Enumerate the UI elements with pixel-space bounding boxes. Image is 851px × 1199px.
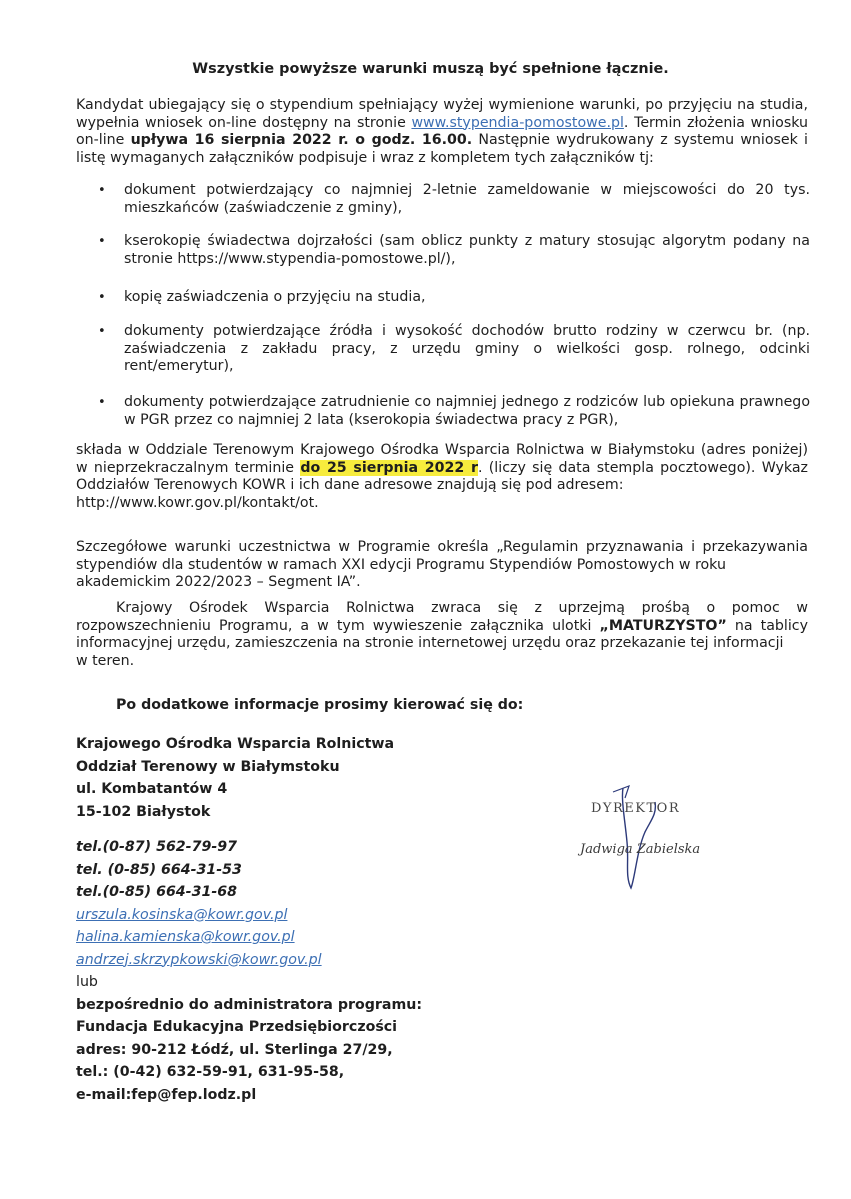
list-item: [96, 323, 810, 376]
office-city: 15-102 Białystok: [76, 803, 211, 820]
submit-text-2: . (liczy się data stempla pocztowego). Wykaz Oddziałów Terenowych KOWR i ich dane adresowe znajdują się pod adresem:: [76, 459, 808, 494]
kowr-contact-url: http://www.kowr.gov.pl/kontakt/ot.: [76, 494, 319, 511]
conditions-heading: Wszystkie powyższe warunki muszą być spełnione łącznie.: [192, 61, 669, 77]
appeal-text-1: Krajowy Ośrodek Wsparcia Rolnictwa zwraca się z uprzejmą prośbą o pomoc w rozpowszechnieniu Programu, a w tym wywieszenie załącznika ulotki: [76, 600, 808, 634]
list-item: [96, 289, 810, 307]
regulations-paragraph: [76, 539, 808, 592]
office-phones-block: [76, 836, 422, 1106]
signature-name: Jadwiga Zabielska: [580, 842, 701, 857]
email-link-2[interactable]: halina.kamienska@kowr.gov.pl: [76, 929, 295, 945]
phone-3: tel.(0-85) 664-31-68: [76, 884, 237, 900]
admin-line-2: Fundacja Edukacyjna Przedsiębiorczości: [76, 1019, 398, 1035]
bullet-icon: •: [98, 395, 106, 410]
submission-paragraph: [76, 442, 808, 512]
deadline-text: upływa 16 sierpnia 2022 r. o godz. 16.00.: [130, 132, 473, 149]
regulations-text-2: akademickim 2022/2023 – Segment IA”.: [76, 574, 361, 591]
list-item: [96, 233, 810, 268]
more-info-heading: Po dodatkowe informacje prosimy kierować się do:: [116, 697, 524, 713]
list-item-text: dokumenty potwierdzające źródła i wysokość dochodów brutto rodziny w czerwcu br. (np. zaświadczenia z zakładu pracy, z urzędu gminy o wielkości gosp. rolnego, odcinki rent/emerytur),: [124, 323, 810, 375]
appeal-text-3: w teren.: [76, 652, 135, 669]
admin-line-3: adres: 90-212 Łódź, ul. Sterlinga 27/29,: [76, 1041, 393, 1058]
email-link-3[interactable]: andrzej.skrzypkowski@kowr.gov.pl: [76, 951, 322, 968]
bullet-icon: •: [98, 324, 106, 339]
office-contact-block: [76, 733, 394, 823]
bullet-icon: •: [98, 183, 106, 198]
appeal-paragraph: [76, 600, 808, 670]
list-item-text: kserokopię świadectwa dojrzałości (sam oblicz punkty z matury stosując algorytm podany na stronie https://www.stypendia-pomostowe.pl/),: [124, 233, 810, 267]
or-text: lub: [76, 974, 98, 990]
intro-text-1: Kandydat ubiegający się o stypendium spełniający wyżej wymienione warunki, po przyjęciu na studia, wypełnia wniosek on-line dostępny na stronie: [76, 97, 808, 131]
intro-text-3: Następnie wydrukowany z systemu wniosek i listę wymaganych załączników podpisuje i wraz z kompletem tych załączników tj:: [76, 132, 808, 166]
office-branch: Oddział Terenowy w Białymstoku: [76, 758, 340, 775]
office-name: Krajowego Ośrodka Wsparcia Rolnictwa: [76, 736, 395, 752]
bullet-icon: •: [98, 234, 106, 249]
phone-1: tel.(0-87) 562-79-97: [76, 839, 237, 855]
director-signature: [580, 780, 755, 900]
bullet-icon: •: [98, 290, 106, 305]
deadline-highlight: do 25 sierpnia 2022 r: [300, 459, 478, 476]
regulations-text-1: Szczegółowe warunki uczestnictwa w Programie określa „Regulamin przyznawania i przekazywania stypendiów dla studentów w ramach XXI edycji Programu Stypendiów Pomostowych w roku: [76, 539, 808, 573]
leaflet-name: „MATURZYSTO”: [599, 617, 727, 634]
admin-line-1: bezpośrednio do administratora programu:: [76, 996, 423, 1013]
list-item: [96, 182, 810, 217]
appeal-text-2: na tablicy informacyjnej urzędu, zamieszczenia na stronie internetowej urzędu oraz przekazanie tej informacji: [76, 617, 808, 652]
intro-text-2: . Termin złożenia wniosku on-line: [76, 114, 809, 149]
submit-text-1: składa w Oddziale Terenowym Krajowego Ośrodka Wsparcia Rolnictwa w Białymstoku (adres poniżej) w nieprzekraczalnym terminie: [76, 442, 808, 476]
list-item-text: dokument potwierdzający co najmniej 2-letnie zameldowanie w miejscowości do 20 tys. mieszkańców (zaświadczenie z gminy),: [124, 182, 810, 216]
intro-paragraph: [76, 97, 808, 167]
email-link-1[interactable]: urszula.kosinska@kowr.gov.pl: [76, 906, 288, 923]
handwritten-signature: [585, 780, 755, 900]
list-item: [96, 394, 810, 429]
list-item-text: dokumenty potwierdzające zatrudnienie co najmniej jednego z rodziców lub opiekuna prawnego w PGR przez co najmniej 2 lata (kserokopia świadectwa pracy z PGR),: [124, 394, 810, 428]
office-street: ul. Kombatantów 4: [76, 781, 228, 797]
phone-2: tel. (0-85) 664-31-53: [76, 861, 242, 878]
stypendia-link[interactable]: www.stypendia-pomostowe.pl: [411, 114, 624, 131]
admin-line-5: e-mail:fep@fep.lodz.pl: [76, 1086, 257, 1103]
admin-line-4: tel.: (0-42) 632-59-91, 631-95-58,: [76, 1064, 345, 1080]
signature-title: DYREKTOR: [591, 801, 681, 816]
list-item-text: kopię zaświadczenia o przyjęciu na studia,: [124, 289, 426, 305]
